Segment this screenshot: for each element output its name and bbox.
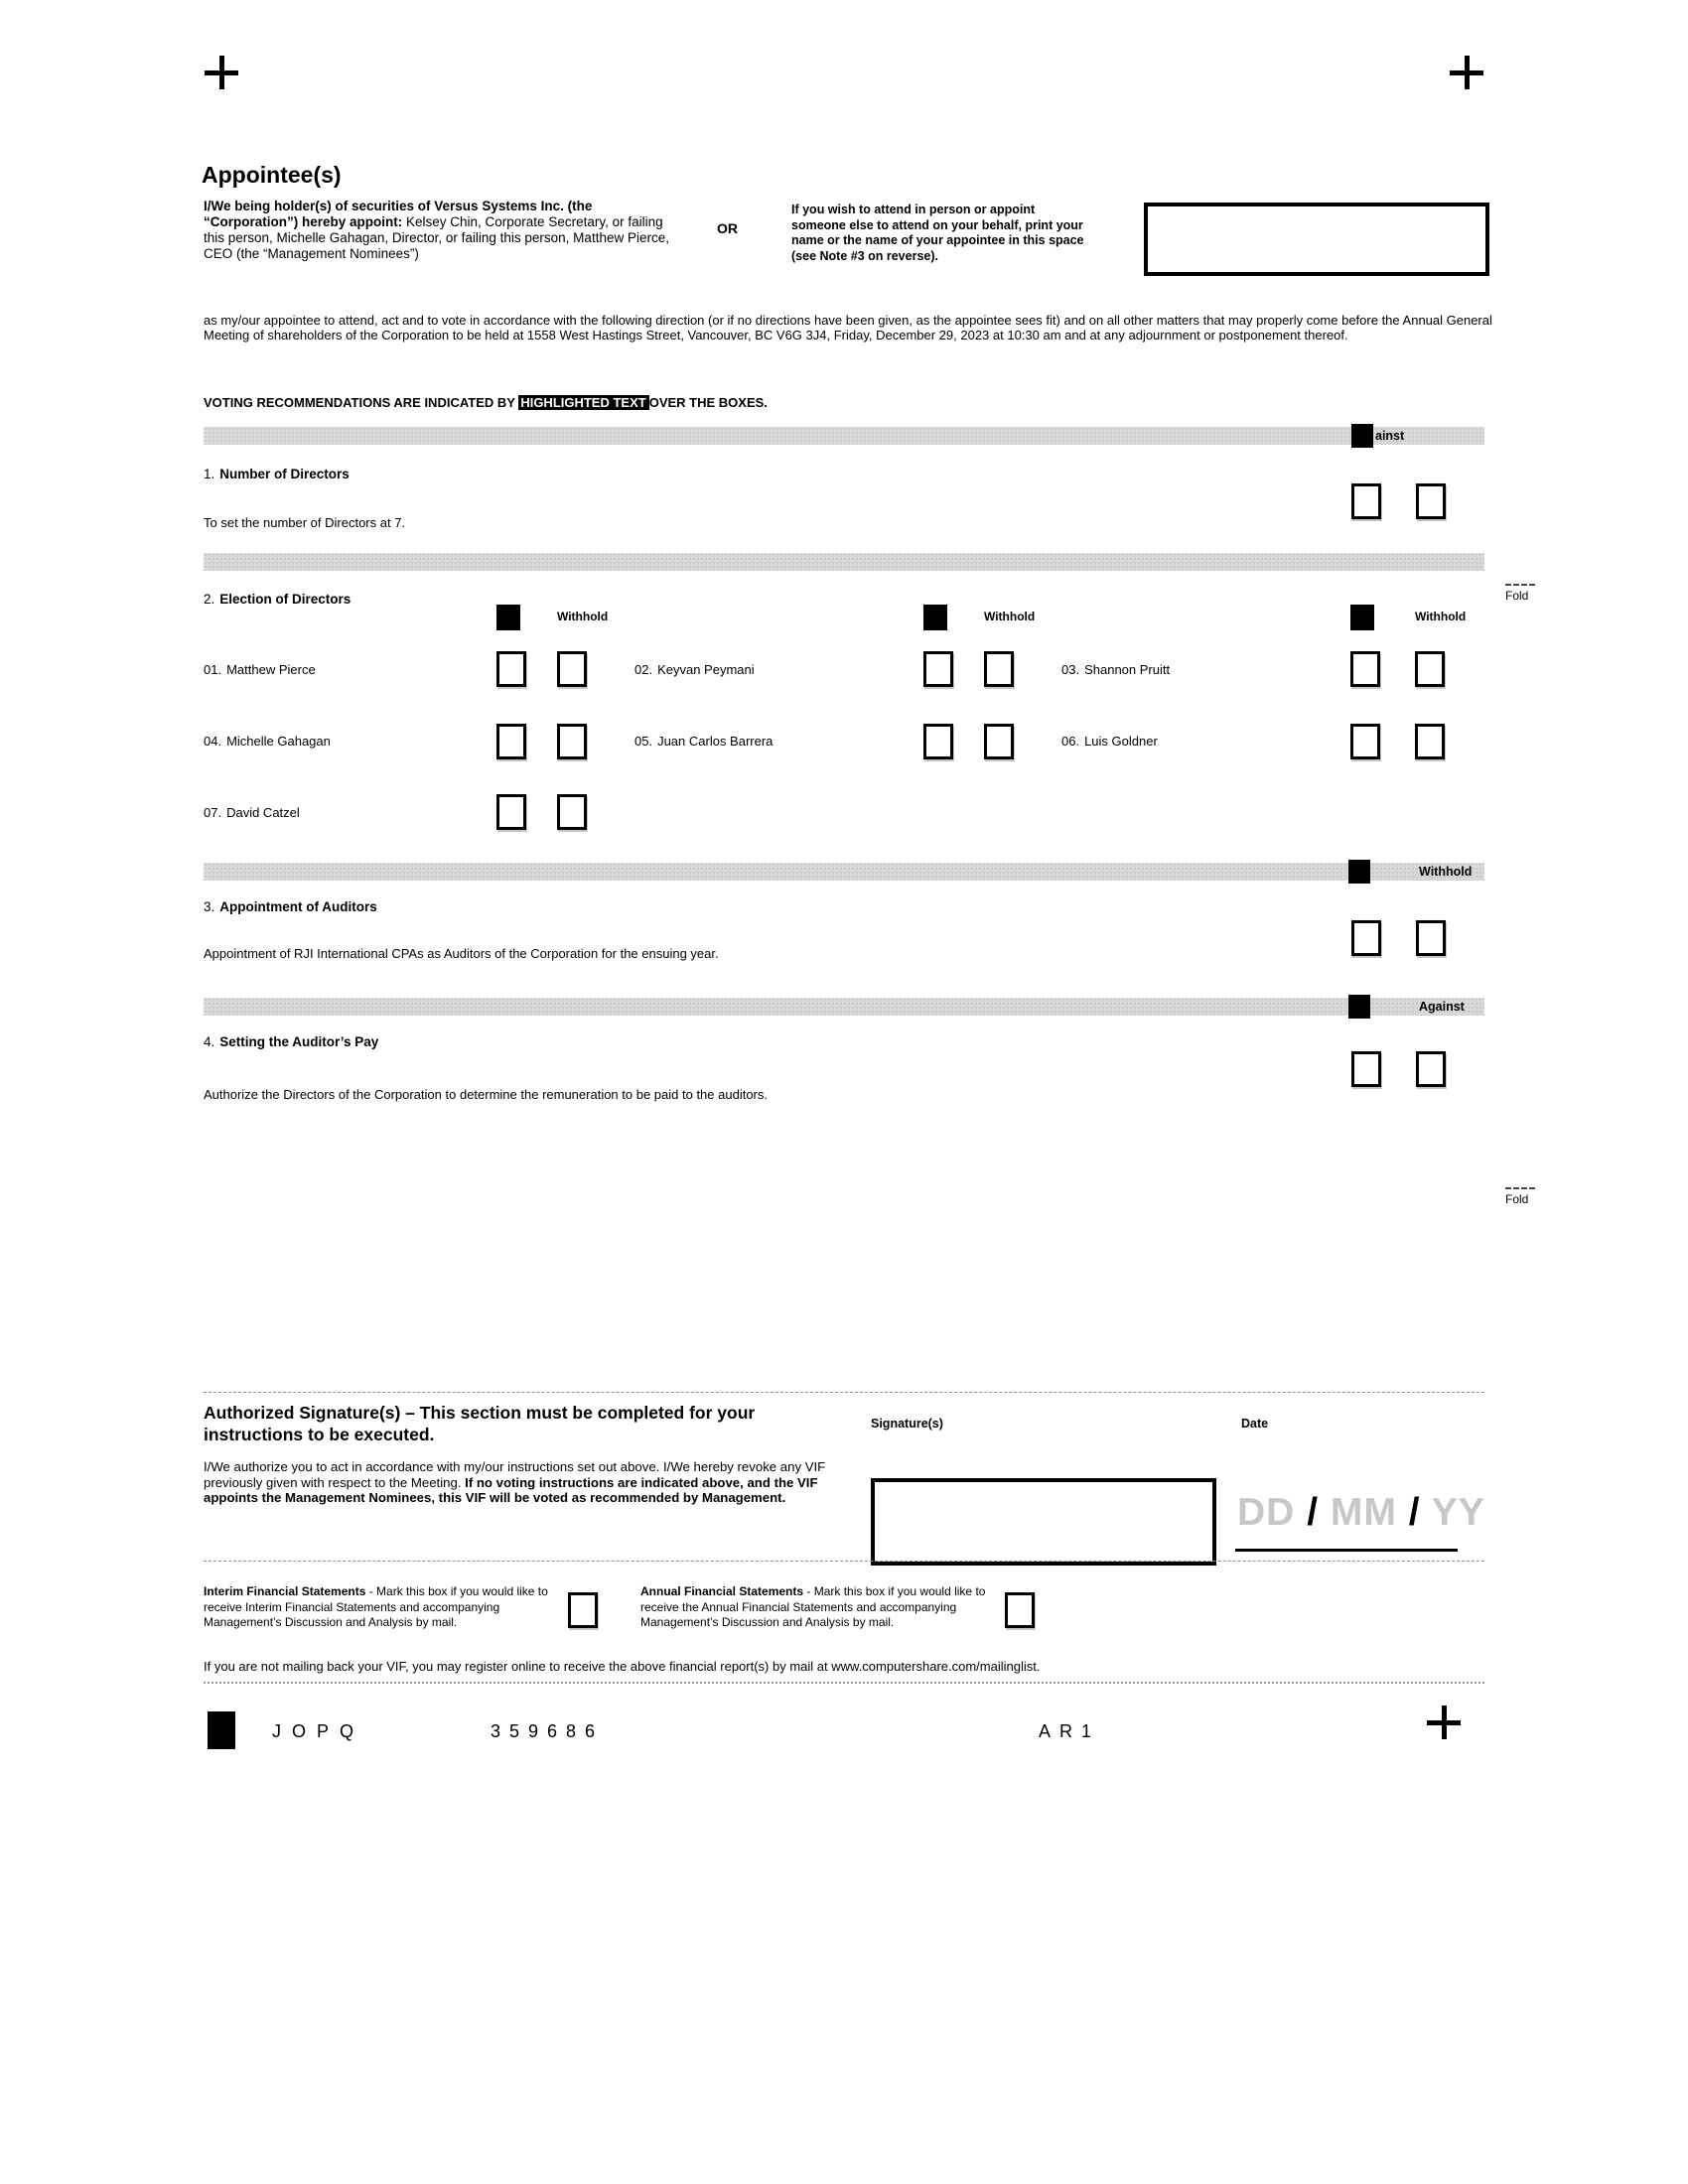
fold-marker-top <box>1505 584 1535 603</box>
fold-dash-line <box>1505 584 1535 586</box>
p3-title: Appointment of Auditors <box>219 899 377 914</box>
p2-heading <box>204 592 351 607</box>
registration-mark-top-right-icon <box>1450 56 1483 89</box>
p4-number: 4. <box>204 1034 215 1049</box>
fold-marker-bottom <box>1505 1187 1535 1206</box>
signature-body-regular: I/We authorize you to act in accordance with my/our instructions set out above. I/We hereby revoke any VIF previously given with respect to the Meeting. <box>204 1459 826 1490</box>
date-dd-placeholder: DD <box>1237 1491 1296 1534</box>
nominee-name: Juan Carlos Barrera <box>657 734 774 749</box>
nominee-05-withhold-checkbox[interactable] <box>984 724 1014 759</box>
registration-mark-bottom-right-icon <box>1427 1706 1461 1739</box>
p1-heading <box>204 467 350 481</box>
withhold-column-label-3: Withhold <box>1415 610 1467 623</box>
highlighted-for-marker-col2 <box>923 605 947 630</box>
nominee-number: 03. <box>1061 662 1080 677</box>
voting-recommendations-note <box>204 395 768 410</box>
nominee-04-for-checkbox[interactable] <box>496 724 526 759</box>
p1-number: 1. <box>204 467 215 481</box>
mailing-list-note: If you are not mailing back your VIF, you may register online to receive the above financial report(s) by mail at www.computershare.com/mailinglist. <box>204 1659 1041 1674</box>
nominee-number: 01. <box>204 662 222 677</box>
nominee-name: Michelle Gahagan <box>226 734 331 749</box>
interim-statements-title: Interim Financial Statements <box>204 1584 366 1598</box>
signature-section-divider <box>204 1392 1484 1393</box>
nominee-04-withhold-checkbox[interactable] <box>557 724 587 759</box>
nominee-03-withhold-checkbox[interactable] <box>1415 651 1445 687</box>
nominee-row-02 <box>634 662 755 677</box>
p4-title: Setting the Auditor’s Pay <box>219 1034 379 1049</box>
p1-against-column-label: ainst <box>1375 429 1405 443</box>
nominee-01-withhold-checkbox[interactable] <box>557 651 587 687</box>
date-mm-placeholder: MM <box>1330 1491 1397 1534</box>
annual-statements-rest: - Mark this box if you would like to receive the Annual Financial Statements and accompanying Management’s Discussion and Analysis by mail. <box>640 1584 986 1629</box>
withhold-column-label-1: Withhold <box>557 610 609 623</box>
p4-for-checkbox[interactable] <box>1351 1051 1381 1087</box>
nominee-02-withhold-checkbox[interactable] <box>984 651 1014 687</box>
nominee-number: 02. <box>634 662 653 677</box>
signature-box[interactable] <box>871 1478 1216 1566</box>
p1-title: Number of Directors <box>219 467 350 481</box>
nominee-number: 05. <box>634 734 653 749</box>
p3-number: 3. <box>204 899 215 914</box>
appointee-statement <box>204 199 672 262</box>
withhold-column-label-2: Withhold <box>984 610 1036 623</box>
p4-heading <box>204 1034 378 1049</box>
proposal1-header-bar <box>204 427 1484 445</box>
nominee-number: 04. <box>204 734 222 749</box>
annual-statements-checkbox[interactable] <box>1005 1592 1035 1628</box>
nominee-03-for-checkbox[interactable] <box>1350 651 1380 687</box>
highlighted-for-marker-col3 <box>1350 605 1374 630</box>
annual-statements-title: Annual Financial Statements <box>640 1584 804 1598</box>
fold-label: Fold <box>1505 1192 1529 1206</box>
nominee-name: David Catzel <box>226 805 300 820</box>
p3-description: Appointment of RJI International CPAs as Auditors of the Corporation for the ensuing year. <box>204 946 719 961</box>
p2-number: 2. <box>204 592 215 607</box>
nominee-row-04 <box>204 734 331 749</box>
appointment-paragraph: as my/our appointee to attend, act and to vote in accordance with the following direction (or if no directions have been given, as the appointee sees fit) and on all other matters that may properly come before the Annual General Meeting of shareholders of the Corporation to be held at 1558 West Hastings Street, Vancouver, BC V6G 3J4, Friday, December 29, 2023 at 10:30 am and at any adjournment or postponement thereof. <box>204 313 1492 342</box>
annual-statements-text <box>640 1584 990 1631</box>
fold-label: Fold <box>1505 589 1529 603</box>
form-code-2: 359686 <box>491 1721 605 1741</box>
proposal4-header-bar <box>204 998 1484 1016</box>
scan-anchor-square-icon <box>208 1711 235 1749</box>
voting-note-prefix: VOTING RECOMMENDATIONS ARE INDICATED BY <box>204 395 519 410</box>
p2-title: Election of Directors <box>219 592 352 607</box>
nominee-06-for-checkbox[interactable] <box>1350 724 1380 759</box>
financial-section-divider <box>204 1561 1484 1562</box>
p1-for-checkbox[interactable] <box>1351 483 1381 519</box>
appointee-statement-bold: I/We being holder(s) of securities of Versus Systems Inc. (the “Corporation”) hereby appoint: <box>204 199 593 229</box>
nominee-number: 07. <box>204 805 222 820</box>
appointees-heading: Appointee(s) <box>202 162 342 188</box>
signature-section-heading: Authorized Signature(s) – This section must be completed for your instructions to be executed. <box>204 1403 756 1444</box>
p4-description: Authorize the Directors of the Corporation to determine the remuneration to be paid to the auditors. <box>204 1087 768 1102</box>
p3-withhold-checkbox[interactable] <box>1416 920 1446 956</box>
footer-divider <box>204 1682 1484 1684</box>
date-separator-icon: / <box>1408 1491 1421 1534</box>
date-label: Date <box>1241 1417 1269 1431</box>
p3-withhold-column-label: Withhold <box>1419 865 1473 879</box>
nominee-name: Shannon Pruitt <box>1084 662 1171 677</box>
appointee-name-box[interactable] <box>1144 203 1489 276</box>
proposal3-header-bar <box>204 863 1484 881</box>
nominee-07-withhold-checkbox[interactable] <box>557 794 587 830</box>
signature-body-bold: If no voting instructions are indicated above, and the VIF appoints the Management Nominees, this VIF will be voted as recommended by Management. <box>204 1474 818 1506</box>
nominee-number: 06. <box>1061 734 1080 749</box>
nominee-name: Luis Goldner <box>1084 734 1158 749</box>
proposal2-header-bar <box>204 553 1484 571</box>
p3-for-checkbox[interactable] <box>1351 920 1381 956</box>
nominee-name: Matthew Pierce <box>226 662 316 677</box>
date-separator-icon: / <box>1307 1491 1320 1534</box>
nominee-07-for-checkbox[interactable] <box>496 794 526 830</box>
signatures-label: Signature(s) <box>871 1417 943 1431</box>
p4-against-checkbox[interactable] <box>1416 1051 1446 1087</box>
signature-section-body <box>204 1459 827 1506</box>
form-code-1: JOPQ <box>272 1721 365 1741</box>
p1-against-checkbox[interactable] <box>1416 483 1446 519</box>
nominee-06-withhold-checkbox[interactable] <box>1415 724 1445 759</box>
date-underline <box>1235 1549 1458 1552</box>
nominee-row-01 <box>204 662 316 677</box>
form-code-3: AR1 <box>1039 1721 1101 1741</box>
nominee-01-for-checkbox[interactable] <box>496 651 526 687</box>
highlighted-for-marker-p1 <box>1351 424 1373 448</box>
p3-heading <box>204 899 377 914</box>
date-field[interactable] <box>1237 1491 1485 1535</box>
appointee-statement-rest: Kelsey Chin, Corporate Secretary, or failing this person, Michelle Gahagan, Director, or failing this person, Matthew Pierce, CEO (the “Management Nominees”) <box>204 214 669 261</box>
nominee-name: Keyvan Peymani <box>657 662 755 677</box>
or-label: OR <box>717 220 738 236</box>
interim-statements-text <box>204 1584 553 1631</box>
nominee-row-03 <box>1061 662 1170 677</box>
nominee-row-05 <box>634 734 773 749</box>
nominee-row-07 <box>204 805 300 820</box>
nominee-05-for-checkbox[interactable] <box>923 724 953 759</box>
date-yy-placeholder: YY <box>1431 1491 1485 1534</box>
voting-note-suffix: OVER THE BOXES. <box>648 395 768 410</box>
nominee-row-06 <box>1061 734 1158 749</box>
attend-instruction: If you wish to attend in person or appoint someone else to attend on your behalf, print your name or the name of your appointee in this space (see Note #3 on reverse). <box>791 203 1084 263</box>
p1-description: To set the number of Directors at 7. <box>204 515 406 530</box>
registration-mark-top-left-icon <box>205 56 238 89</box>
voting-note-highlight: HIGHLIGHTED TEXT <box>518 395 648 410</box>
p4-against-column-label: Against <box>1419 1000 1465 1014</box>
interim-statements-checkbox[interactable] <box>568 1592 598 1628</box>
nominee-02-for-checkbox[interactable] <box>923 651 953 687</box>
interim-statements-rest: - Mark this box if you would like to receive Interim Financial Statements and accompanying Management’s Discussion and Analysis by mail. <box>204 1584 548 1629</box>
highlighted-for-marker-p4 <box>1348 995 1370 1019</box>
highlighted-for-marker-p3 <box>1348 860 1370 884</box>
fold-dash-line <box>1505 1187 1535 1189</box>
highlighted-for-marker-col1 <box>496 605 520 630</box>
